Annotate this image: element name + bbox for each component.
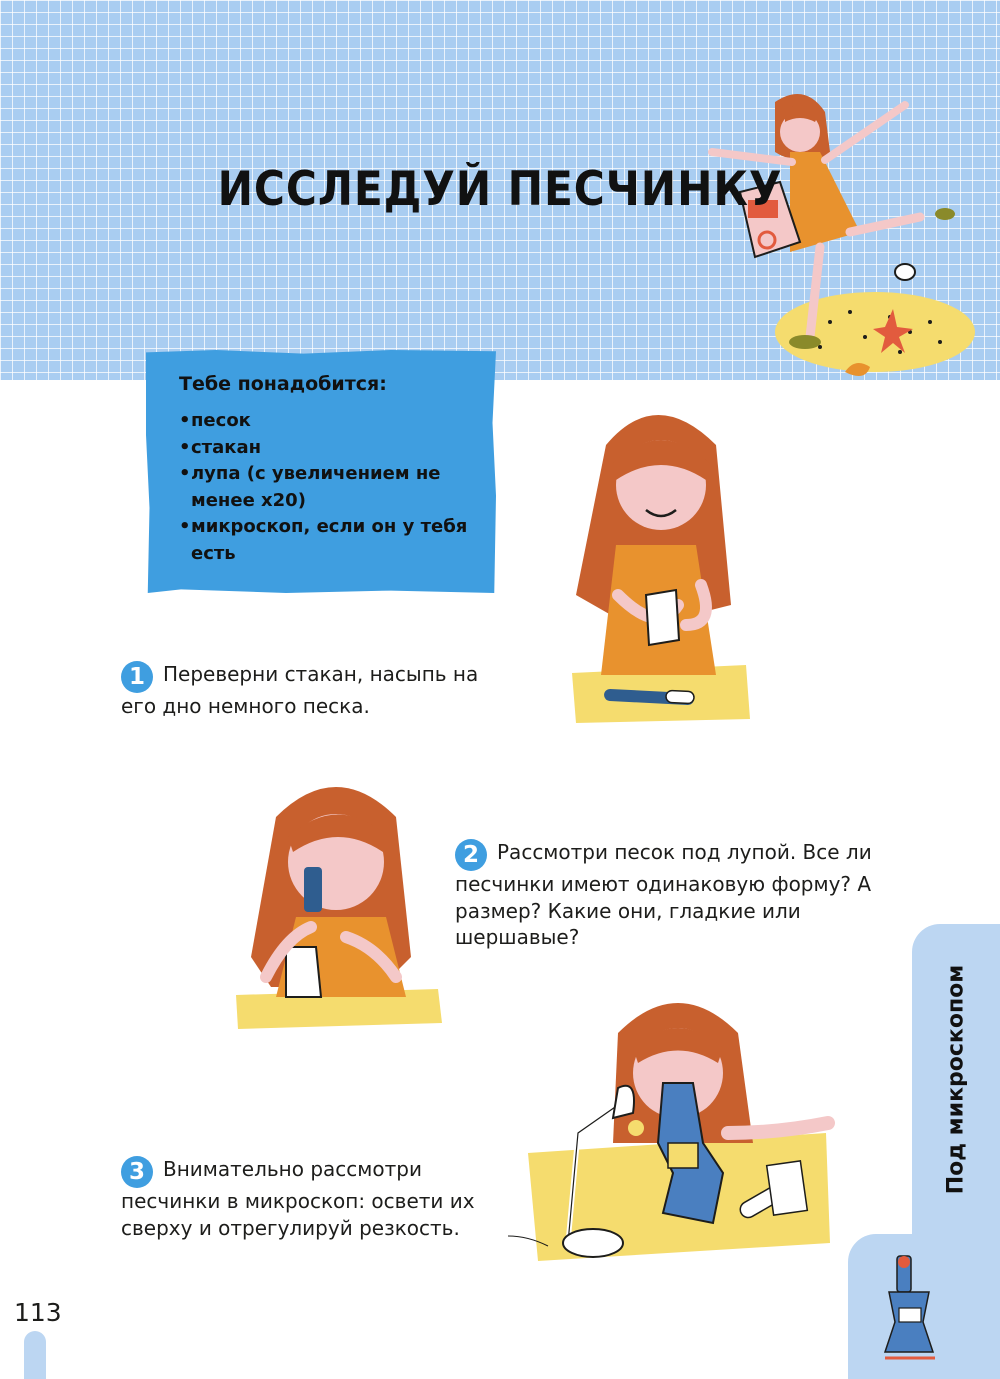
section-side-tab-label: Под микроскопом	[943, 964, 969, 1194]
microscope-mascot-icon	[875, 1248, 945, 1366]
step-2-body: Рассмотри песок под лупой. Все ли песчинки имеют одинаковую форму? А размер? Какие они, гладкие или шершавые?	[455, 840, 872, 949]
step-2-text	[455, 839, 875, 951]
step-3-body: Внимательно рассмотри песчинки в микроскоп: освети их сверху и отрегулируй резкость.	[121, 1157, 475, 1240]
section-side-tab-label-wrap	[912, 924, 1000, 1234]
girl-magnifier-illustration	[236, 777, 442, 1029]
beach-girl-illustration	[700, 92, 980, 392]
page-title: ИССЛЕДУЙ ПЕСЧИНКУ	[217, 162, 783, 217]
materials-item: • стакан	[179, 435, 479, 462]
materials-item: • микроскоп, если он у тебя есть	[179, 514, 479, 567]
step-3-text	[121, 1156, 511, 1241]
materials-item: • песок	[179, 408, 479, 435]
materials-item: • лупа (с увеличением не менее x20)	[179, 461, 479, 514]
step-1-number: 1	[121, 661, 153, 693]
materials-list	[179, 408, 479, 567]
step-2-number: 2	[455, 839, 487, 871]
step-1-body: Переверни стакан, насыпь на его дно немного песка.	[121, 662, 479, 718]
materials-heading: Тебе понадобится:	[179, 373, 387, 395]
step-3-number: 3	[121, 1156, 153, 1188]
girl-microscope-illustration	[508, 993, 830, 1269]
step-1-text	[121, 661, 511, 720]
page-edge-bar	[24, 1331, 46, 1379]
girl-pouring-sand-illustration	[566, 405, 751, 723]
page-number: 113	[14, 1298, 62, 1327]
